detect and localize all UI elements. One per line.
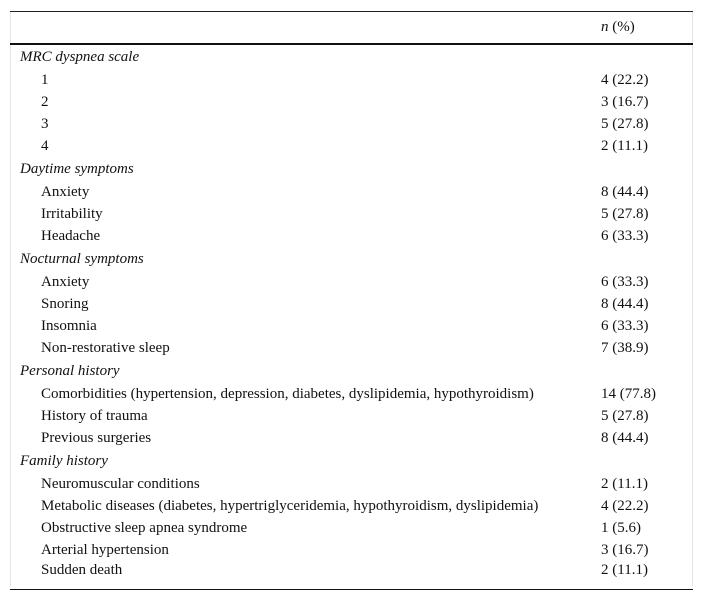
table-row <box>10 539 693 561</box>
section-title: Family history <box>20 452 108 469</box>
row-value: 5 (27.8) <box>601 205 649 222</box>
table-row <box>10 561 693 590</box>
row-label: History of trauma <box>41 407 148 424</box>
row-label: Headache <box>41 227 101 244</box>
section-title: Personal history <box>20 362 120 379</box>
row-value: 2 (11.1) <box>601 561 693 590</box>
table-row <box>10 91 693 113</box>
table-row <box>10 293 693 315</box>
row-value: 1 (5.6) <box>601 519 641 536</box>
row-label: Previous surgeries <box>41 429 152 446</box>
table-body <box>10 44 693 590</box>
row-label: Snoring <box>41 295 89 312</box>
row-value: 4 (22.2) <box>601 497 649 514</box>
table-row <box>10 405 693 427</box>
table-row <box>10 427 693 449</box>
row-label: Metabolic diseases (diabetes, hypertriglyceridemia, hypothyroidism, dyslipidemia) <box>41 497 539 514</box>
row-label: Obstructive sleep apnea syndrome <box>41 519 248 536</box>
header-percent: (%) <box>608 19 635 35</box>
row-label: Non-restorative sleep <box>41 339 170 356</box>
row-label: Comorbidities (hypertension, depression, diabetes, dyslipidemia, hypothyroidism) <box>41 385 534 402</box>
table-row <box>10 383 693 405</box>
section-row <box>10 359 693 383</box>
row-label: 3 <box>41 115 49 132</box>
row-label: Irritability <box>41 205 103 222</box>
section-title: MRC dyspnea scale <box>20 48 140 65</box>
header-n-percent <box>601 12 693 45</box>
row-value: 3 (16.7) <box>601 93 649 110</box>
table-row <box>10 69 693 91</box>
header-row <box>10 12 693 45</box>
row-value: 6 (33.3) <box>601 227 649 244</box>
table-row <box>10 337 693 359</box>
table-row <box>10 517 693 539</box>
row-value: 14 (77.8) <box>601 385 656 402</box>
row-value: 5 (27.8) <box>601 407 649 424</box>
row-value: 3 (16.7) <box>601 541 649 558</box>
clinical-characteristics-table <box>10 11 693 590</box>
row-value: 7 (38.9) <box>601 339 649 356</box>
row-value: 2 (11.1) <box>601 137 648 154</box>
header-label-cell <box>10 12 601 45</box>
data-table-container <box>10 11 693 590</box>
header-n-italic: n <box>601 19 609 35</box>
row-value: 8 (44.4) <box>601 183 649 200</box>
row-label: Sudden death <box>10 561 601 590</box>
row-label: Anxiety <box>41 273 90 290</box>
row-label: Arterial hypertension <box>41 541 169 558</box>
table-row <box>10 271 693 293</box>
row-value: 8 (44.4) <box>601 429 649 446</box>
section-title: Nocturnal symptoms <box>20 250 144 267</box>
row-label: 1 <box>41 71 49 88</box>
row-value: 2 (11.1) <box>601 475 648 492</box>
row-label: Insomnia <box>41 317 97 334</box>
table-row <box>10 473 693 495</box>
table-header <box>10 12 693 45</box>
table-row <box>10 113 693 135</box>
section-row <box>10 247 693 271</box>
row-value: 6 (33.3) <box>601 317 649 334</box>
table-row <box>10 203 693 225</box>
row-value: 8 (44.4) <box>601 295 649 312</box>
table-row <box>10 495 693 517</box>
row-value: 5 (27.8) <box>601 115 649 132</box>
row-label: 4 <box>41 137 49 154</box>
section-row <box>10 449 693 473</box>
row-value: 6 (33.3) <box>601 273 649 290</box>
table-row <box>10 315 693 337</box>
row-label: Neuromuscular conditions <box>41 475 200 492</box>
row-label: 2 <box>41 93 49 110</box>
table-row <box>10 181 693 203</box>
section-title: Daytime symptoms <box>20 160 134 177</box>
table-row <box>10 135 693 157</box>
row-label: Anxiety <box>41 183 90 200</box>
section-row <box>10 157 693 181</box>
section-row <box>10 44 693 69</box>
table-row <box>10 225 693 247</box>
row-value: 4 (22.2) <box>601 71 649 88</box>
